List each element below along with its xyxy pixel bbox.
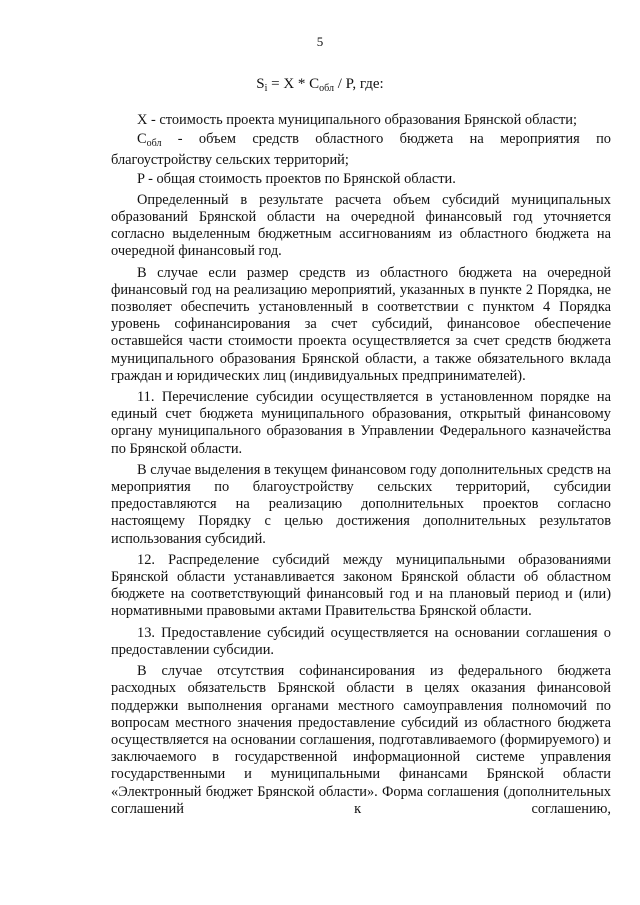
- definition-x: X - стоимость проекта муниципального образования Брянской области;: [137, 112, 577, 128]
- paragraph: В случае выделения в текущем финансовом году дополнительных средств на мероприятия по благоустройству сельских территорий, субсидии предоставляются на реализацию дополнительных проектов согласно настоящему Порядку с целью достижения дополнительных результатов использования субсидий.: [111, 461, 611, 547]
- formula-middle: = X * C: [267, 76, 320, 92]
- formula-lhs-subscript: i: [264, 83, 268, 94]
- page-number: 5: [316, 34, 324, 49]
- paragraph: Определенный в результате расчета объем субсидий муниципальных образований Брянской области на очередной финансовый год уточняется согласно выделенным бюджетным ассигнованиям из областного бюджета на очередной финансовый год.: [111, 191, 611, 260]
- formula-middle-subscript: обл: [319, 83, 335, 94]
- definition-c: [111, 131, 611, 169]
- formula: [0, 76, 640, 97]
- paragraph: В случае если размер средств из областного бюджета на очередной финансовый год на реализацию мероприятий, указанных в пункте 2 Порядка, не позволяет обеспечить установленный в соответствии с пунктом 4 Порядка уровень софинансирования за счет субсидий, финансовое обеспечение оставшейся части стоимости проекта осуществляется за счет средств бюджета муниципального образования Брянской области, а также обязательного вклада граждан и юридических лиц (индивидуальных предпринимателей).: [111, 264, 611, 384]
- formula-lhs: S: [256, 76, 265, 92]
- formula-rhs: / P, где:: [334, 76, 384, 92]
- definition-c-symbol: С: [137, 130, 147, 147]
- paragraph: В случае отсутствия софинансирования из федерального бюджета расходных обязательств Брянской области в целях оказания финансовой поддержки выполнения органами местного самоуправления полномочий по вопросам местного значения предоставление субсидий из областного бюджета осуществляется на основании соглашения, подготавливаемого (формируемого) и заключаемого в государственной информационной системе управления государственными и муниципальными финансами Брянской области «Электронный бюджет Брянской области». Форма соглашения (дополнительных соглашений к соглашению,: [111, 663, 611, 817]
- paragraph-12: 12. Распределение субсидий между муниципальными образованиями Брянской области устанавливается законом Брянской области об областном бюджете на соответствующий финансовый год и на плановый период и (или) нормативными правовыми актами Правительства Брянской области.: [111, 551, 611, 620]
- paragraph-11: 11. Перечисление субсидии осуществляется в установленном порядке на единый счет бюджета муниципального образования, открытый финансовому органу муниципального образования в Управлении Федерального казначейства по Брянской области.: [111, 389, 611, 457]
- paragraph-13: 13. Предоставление субсидий осуществляется на основании соглашения о предоставлении субсидии.: [111, 624, 611, 658]
- definition-p: P - общая стоимость проектов по Брянской области.: [137, 170, 456, 187]
- definition-c-text: - объем средств областного бюджета на мероприятия по благоустройству сельских территорий;: [111, 130, 611, 168]
- definition-c-subscript: обл: [146, 137, 162, 149]
- body-text: [111, 112, 611, 818]
